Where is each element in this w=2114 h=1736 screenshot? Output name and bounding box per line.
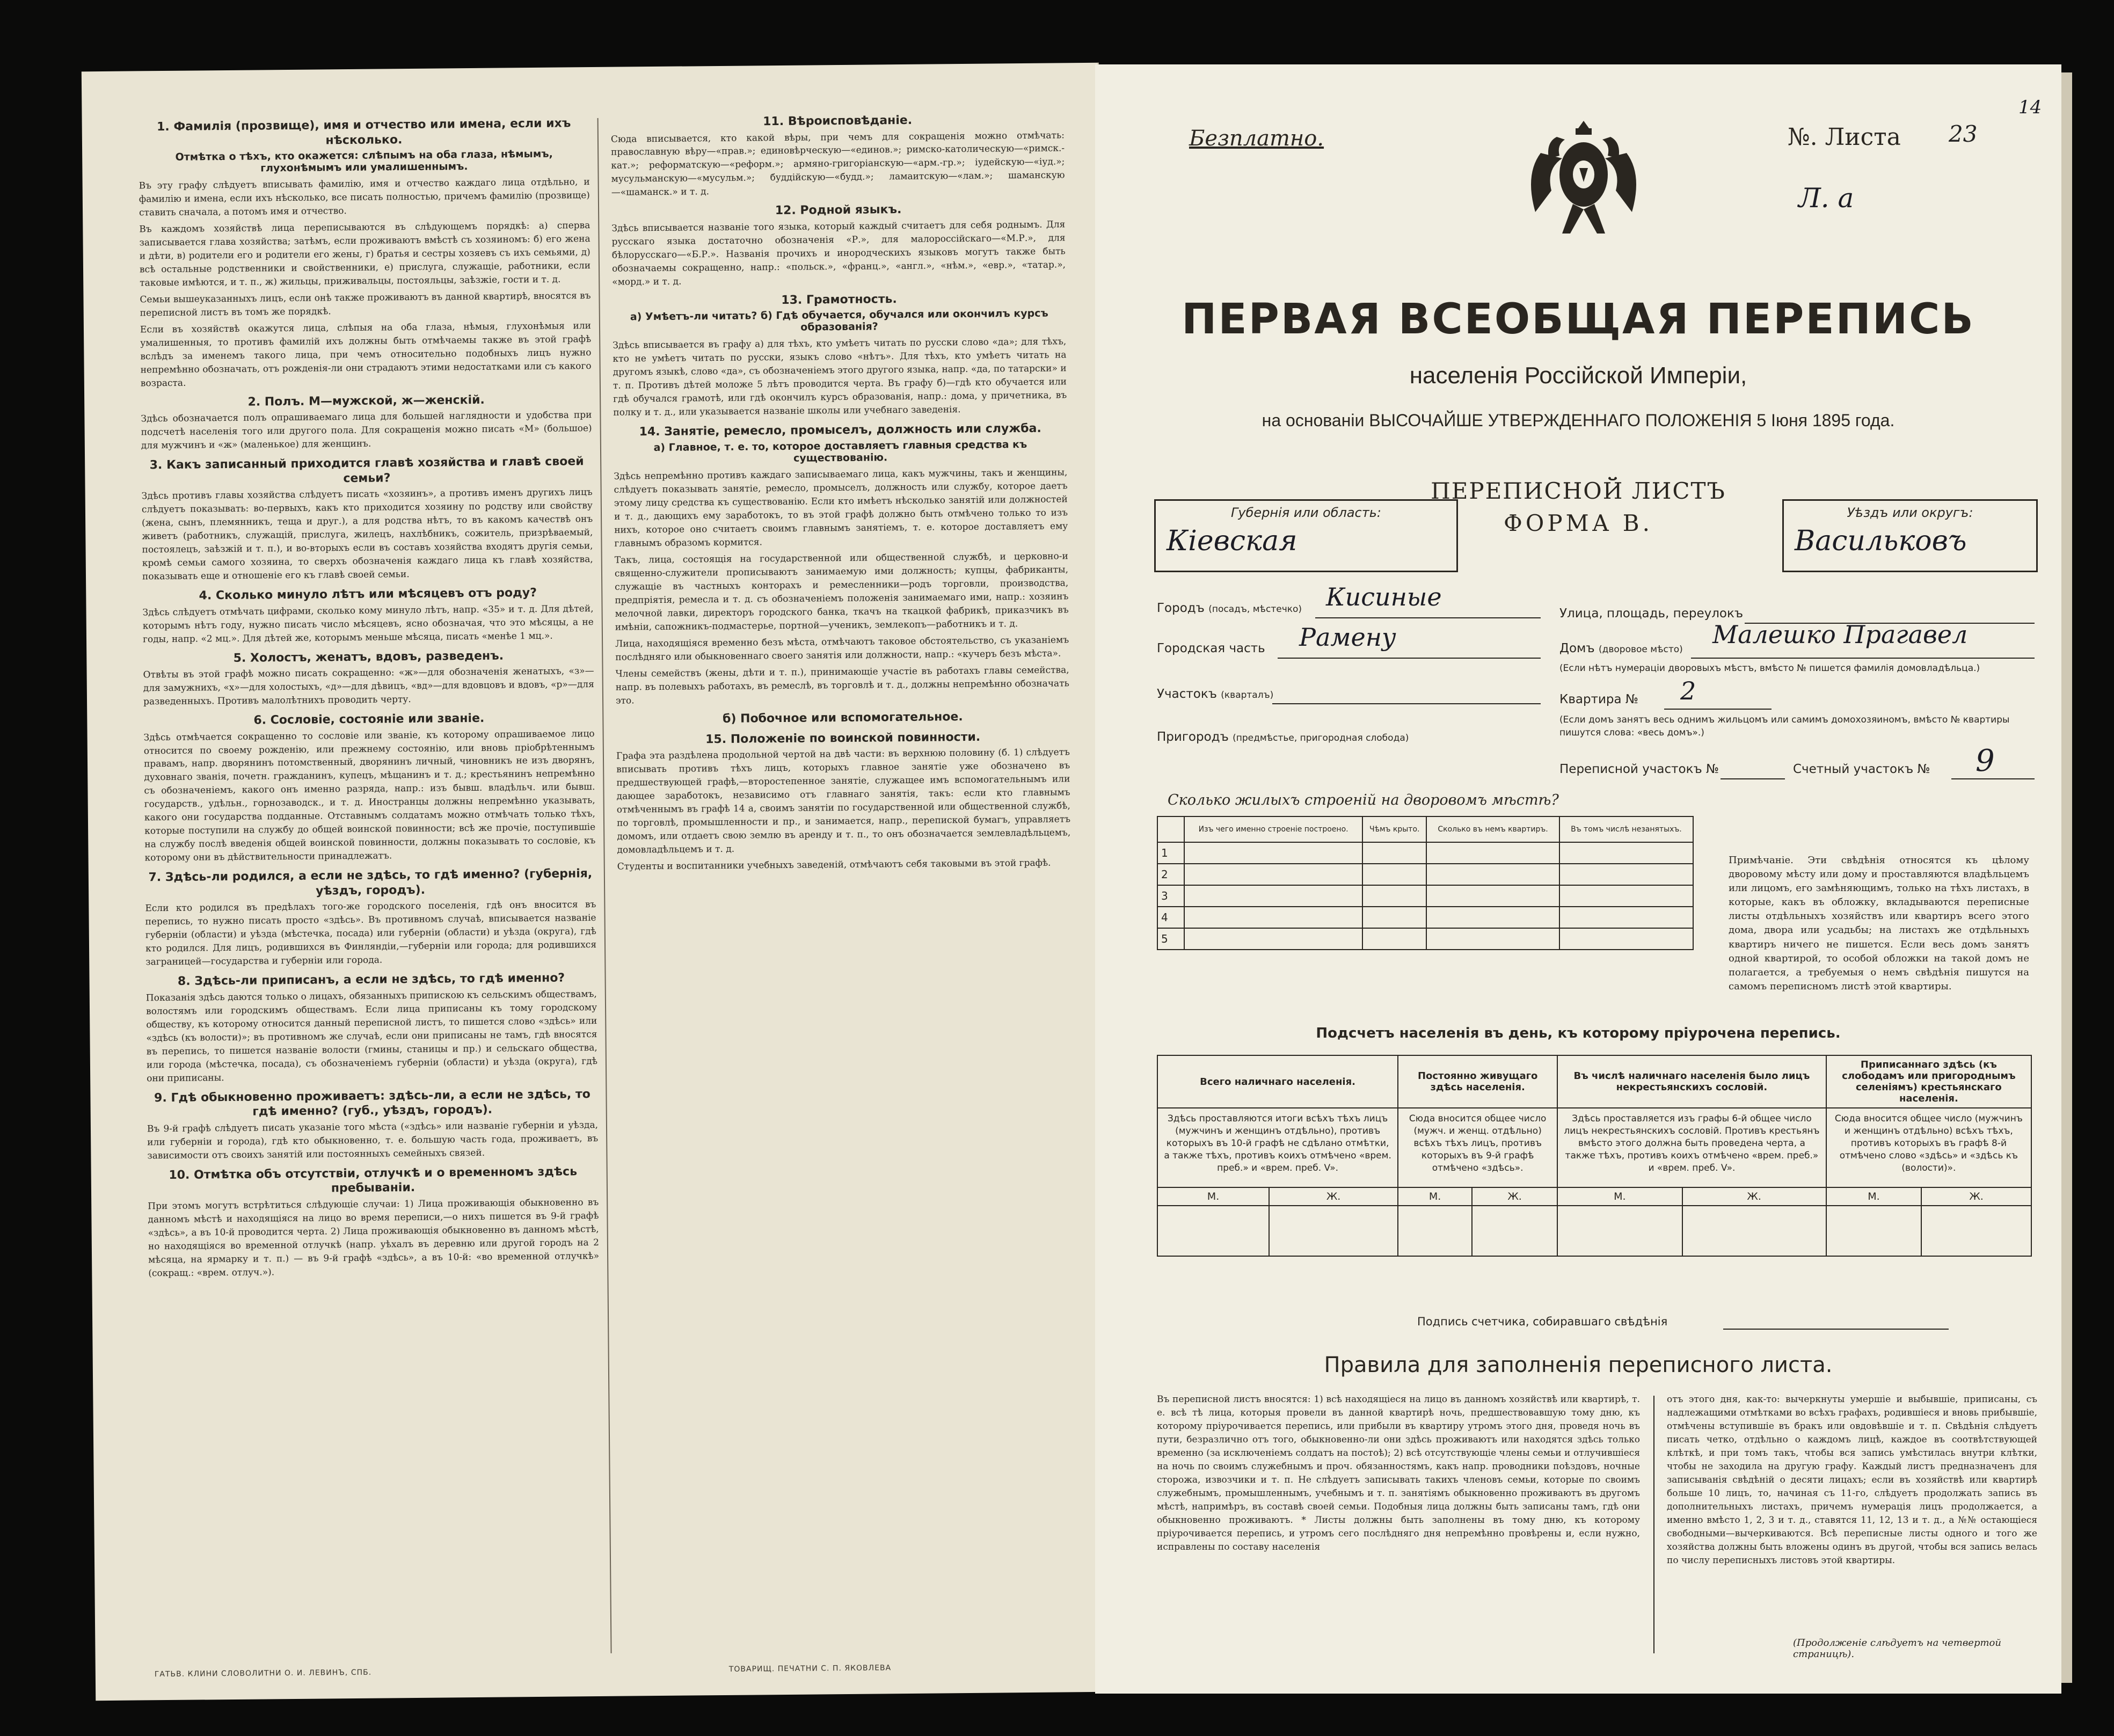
dwelling-row-number: 2 bbox=[1157, 864, 1184, 885]
dwelling-cell bbox=[1362, 842, 1426, 864]
dwelling-cell bbox=[1426, 928, 1559, 950]
male-column: М. bbox=[1557, 1187, 1682, 1206]
gubernia-label: Губернія или область: bbox=[1231, 505, 1381, 520]
dwelling-cell bbox=[1559, 907, 1693, 928]
uezd-label: Уѣздъ или округъ: bbox=[1847, 505, 1973, 520]
dwelling-cell bbox=[1362, 907, 1426, 928]
street-label: Улица, площадь, переулокъ bbox=[1559, 607, 1744, 621]
instruction-section bbox=[616, 729, 1071, 874]
dwelling-row bbox=[1157, 907, 1693, 928]
legal-basis: на основаніи ВЫСОЧАЙШЕ УТВЕРЖДЕННАГО ПОЛОЖЕНІЯ 5 Іюня 1895 года. bbox=[1262, 411, 1895, 430]
female-column: Ж. bbox=[1269, 1187, 1398, 1206]
section-note: а) Умѣетъ-ли читать? б) Гдѣ обучается, обучался или окончилъ курсъ образованія? bbox=[630, 307, 1048, 333]
census-uchastok-line bbox=[1721, 778, 1785, 779]
section-heading: 10. Отмѣтка объ отсутствіи, отлучкѣ и о временномъ здѣсь пребываніи. bbox=[169, 1164, 578, 1195]
sheet-number-label: №. Листа bbox=[1788, 123, 1901, 151]
row-number-header bbox=[1157, 816, 1184, 842]
section-paragraph: Если кто родился въ предѣлахъ того-же городского поселенія, гдѣ онъ вносится въ перепись, то нужно писать просто «здѣсь». Въ противномъ случаѣ, вписывается названіе губерніи (области) и уѣзда (мѣстечка, посада) или губерніи (области) и уѣзда (округа), гдѣ кто родился. Для лицъ, родившихся въ Финляндіи,—губерніи или города; для родившихся заграницей—государства и губерніи или города. bbox=[145, 899, 597, 968]
section-paragraph: Здѣсь вписывается названіе того языка, который каждый считаетъ для себя роднымъ. Для русскаго языка достаточно обозначенія «Р.», для малороссійскаго—«М.Р.», для бѣлорусскаго—«Б.Р.». Названія прочихъ и инородческихъ языковъ могутъ также быть обозначаемы сокращенно, напр.: «польск.», «франц.», «англ.», «нѣм.», «евр.», «татар.», «морд.» и т. д. bbox=[611, 219, 1066, 288]
section-paragraph: Здѣсь обозначается полъ опрашиваемаго лица для большей наглядности и удобства при подсчетѣ населенія того или другого пола. Для сокращенія можно писать «М» (большое) для мужчинъ и «ж» (маленькое) для женщинъ. bbox=[141, 410, 592, 451]
counter-uchastok-label: Счетный участокъ № bbox=[1793, 762, 1930, 776]
city-line bbox=[1315, 617, 1541, 618]
section-paragraph: При этомъ могутъ встрѣтиться слѣдующіе случаи: 1) Лица проживающія обыкновенно въ данномъ мѣстѣ и находящіяся на лицо во время переписи,—о нихъ пишется въ 9-й графѣ «здѣсь», а въ 10-й проводится черта. 2) Лица проживающія обыкновенно въ данномъ мѣстѣ, но находящіяся во временной отлучкѣ (напр. уѣхалъ въ деревню или другой городъ на 2 мѣсяца, на ярмарку и т. п.) — въ 9-й графѣ «здѣсь», а въ 10-й: «во временной отлучкѣ» (сокращ.: «врем. отлуч.»). bbox=[148, 1197, 600, 1279]
count-cell bbox=[1398, 1206, 1472, 1256]
section-paragraph: Здѣсь слѣдуетъ отмѣчать цифрами, сколько кому минуло лѣтъ, напр. «35» и т. д. Для дѣтей, которымъ нѣтъ году, нужно писать число мѣсяцевъ, ясно обозначая, что это мѣсяцы, а не годы, напр. «2 мц.». Для дѣтей же, которымъ меньше мѣсяца, писать «менѣе 1 мц.». bbox=[142, 603, 594, 645]
count-cell bbox=[1557, 1206, 1682, 1256]
count-description: Здѣсь проставляется изъ графы 6-й общее число лицъ некрестьянскихъ сословій. Противъ крестьянъ вмѣсто этого должна быть проведена черта, а также тѣхъ, противъ коихъ отмѣчено «врем. преб.» и «врем. преб. V». bbox=[1557, 1108, 1826, 1187]
count-description: Сюда вносится общее число (мужчинъ и женщинъ отдѣльно) всѣхъ тѣхъ, противъ которыхъ въ графѣ 8-й отмѣчено слово «здѣсь» и «здѣсь къ (волости)». bbox=[1826, 1108, 2031, 1187]
printer-imprint-left: ГАТЬВ. КЛИНИ СЛОВОЛИТНИ О. И. ЛЕВИНЪ, СПБ. bbox=[154, 1668, 372, 1679]
count-description: Сюда вносится общее число (мужч. и женщ. отдѣльно) всѣхъ тѣхъ лицъ, противъ которыхъ въ 9-й графѣ отмѣчено «здѣсь». bbox=[1398, 1108, 1557, 1187]
count-header: Приписаннаго здѣсь (къ слободамъ или пригороднымъ селеніямъ) крестьянскаго населенія. bbox=[1826, 1055, 2031, 1108]
section-paragraph: Графа эта раздѣлена продольной чертой на двѣ части: въ верхнюю половину (б. 1) слѣдуетъ вписывать противъ тѣхъ лицъ, которыхъ главное занятіе уже обозначено въ предшествующей графѣ,—второстепенное занятіе, служащее имъ вспомогательнымъ или дающее заработокъ, независимо отъ главнаго занятія, такъ: если кто главнымъ отмѣченнымъ въ графѣ 14 а, своимъ занятіи по государственной или общественной службѣ, по торговлѣ, промышленности и пр., и занимается, напр., перепиской бумагъ, управляетъ домомъ, или отдаетъ свою землю въ аренду и т. п., то онъ обозначается землевладѣльцемъ, домовладѣльцемъ и т. д. bbox=[616, 747, 1071, 856]
section-paragraph: Члены семействъ (жены, дѣти и т. п.), принимающіе участіе въ работахъ главы семейства, напр. въ полевыхъ работахъ, въ ремеслѣ, въ торговлѣ и т. д., должны непремѣнно обозначать это. bbox=[615, 664, 1069, 706]
city-part-line bbox=[1278, 658, 1541, 659]
section-paragraph: Отвѣты въ этой графѣ можно писать сокращенно: «ж»—для обозначенія женатыхъ, «з»—для замужнихъ, «х»—для холостыхъ, «д»—для дѣвицъ, «вд»—для вдовцовъ и вдовъ, «р»—для разведенныхъ. Противъ малолѣтнихъ проводить черту. bbox=[143, 666, 594, 707]
printer-imprint-right: ТОВАРИЩ. ПЕЧАТНИ С. П. ЯКОВЛЕВА bbox=[728, 1664, 892, 1674]
rules-text-left: Въ переписной листъ вносятся: 1) всѣ находящіеся на лицо въ данномъ хозяйствѣ или квартирѣ, т. е. всѣ тѣ лица, которыя провели въ данной квартирѣ ночь, предшествовавшую тому дню, къ которому пріурочивается перепись, или прибыли въ квартиру утромъ этого дня, проведя ночь въ пути, безразлично отъ того, обыкновенно-ли они здѣсь проживаютъ или находятся здѣсь только временно (за исключеніемъ солдатъ на постоѣ); 2) всѣ отсутствующіе члены семьи и отлучившіеся на ночь по своимъ служебнымъ и проч. обязанностямъ, какъ напр. проводники поѣздовъ, ночные сторожа, извозчики и т. п. Не слѣдуетъ записывать такихъ членовъ семьи, которые по своимъ служебнымъ, промышленнымъ, учебнымъ и т. п. занятіямъ обыкновенно проживаютъ въ другомъ мѣстѣ, напримѣръ, въ составѣ своей семьи. Подобныя лица должны быть записаны тамъ, гдѣ они обыкновенно проживаютъ. * Листы должны быть заполнены въ тому дню, къ которому пріурочивается перепись, и утромъ сего послѣдняго дня непремѣнно провѣрены и, если нужно, исправлены по составу населенія bbox=[1157, 1394, 1640, 1552]
house-field: Домъ (дворовое мѣсто) bbox=[1559, 641, 1683, 655]
sheet-number-value: 23 bbox=[1949, 121, 1978, 147]
dwelling-cell bbox=[1184, 928, 1362, 950]
instruction-section bbox=[148, 1164, 600, 1280]
count-cell bbox=[1826, 1206, 1921, 1256]
rules-divider bbox=[1653, 1396, 1654, 1653]
instructions-column-right bbox=[610, 108, 1077, 1653]
section-paragraph: Студенты и воспитанники учебныхъ заведеній, отмѣчаютъ себя таковыми въ этой графѣ. bbox=[617, 857, 1051, 873]
count-cell bbox=[1472, 1206, 1557, 1256]
dwelling-cell bbox=[1559, 885, 1693, 907]
section-paragraph: Въ эту графу слѣдуетъ вписывать фамилію, имя и отчество каждаго лица отдѣльно, и фамилію и имена, если ихъ нѣсколько, все писать полностью, причемъ фамилію (прозвище) ставить сначала, а потомъ имя и отчество. bbox=[138, 177, 590, 218]
prigorod-field: Пригородъ (предмѣстье, пригородная слобода) bbox=[1157, 730, 1409, 744]
instruction-section bbox=[145, 971, 597, 1085]
section-paragraph: Здѣсь непремѣнно противъ каждаго записываемаго лица, какъ мужчины, такъ и женщины, слѣдуетъ показывать занятіе, ремесло, промыселъ, должность или службу, которое даетъ этому лицу средства къ существованію. Если кто имѣетъ нѣсколько занятій или должностей и т. д., дающихъ ему заработокъ, то въ этой графѣ должно быть отмѣчено только то изъ нихъ, которое оно считаетъ своимъ главнымъ занятіемъ, т. е. которое доставляетъ ему главнымъ образомъ кормится. bbox=[614, 467, 1068, 549]
instructions-column-left bbox=[138, 113, 603, 1657]
section-heading: 6. Сословіе, состояніе или званіе. bbox=[253, 711, 485, 727]
gubernia-box bbox=[1154, 499, 1458, 572]
dwelling-cell bbox=[1184, 885, 1362, 907]
free-of-charge-label: Безплатно. bbox=[1189, 126, 1324, 151]
left-page bbox=[82, 63, 1113, 1701]
census-list-title: ПЕРЕПИСНОЙ ЛИСТЪ bbox=[1431, 478, 1726, 504]
house-value: Малешко Прагавел bbox=[1712, 620, 1968, 649]
counter-uchastok-line bbox=[1951, 778, 2035, 779]
instruction-section bbox=[142, 585, 594, 646]
census-form-page bbox=[1095, 64, 2061, 1694]
dwellings-table bbox=[1157, 816, 1694, 950]
population-count-table bbox=[1157, 1055, 2032, 1257]
apartment-label: Квартира № bbox=[1559, 692, 1638, 706]
instruction-section bbox=[138, 116, 592, 390]
section-heading: 12. Родной языкъ. bbox=[775, 203, 902, 218]
dwelling-cell bbox=[1184, 842, 1362, 864]
dwellings-remark: Примѣчаніе. Эти свѣдѣнія относятся къ цѣлому дворовому мѣсту или дому и проставляются владѣльцемъ или лицомъ, его замѣняющимъ, только на тѣхъ листахъ, в которые, какъ въ обложку, вкладываются переписные листы отдѣльныхъ хозяйствъ или квартиръ всего этого дома, двора или усадьбы; на листахъ же отдѣльныхъ квартиръ ничего не пишется. Если весь домъ занятъ одной квартирой, то особой обложки на такой домъ не полагается, а требуемыя о немъ свѣдѣнія пишутся на самомъ переписномъ листѣ этой квартиры. bbox=[1729, 855, 2029, 992]
city-field: Городъ (посадъ, мѣстечко) bbox=[1157, 601, 1302, 615]
instruction-section bbox=[143, 710, 595, 865]
section-heading: 7. Здѣсь-ли родился, а если не здѣсь, то гдѣ именно? (губернія, уѣздъ, городъ). bbox=[148, 867, 593, 898]
handwritten-mark: Л. а bbox=[1798, 183, 1854, 214]
section-heading: 14. Занятіе, ремесло, промыселъ, должность или служба. bbox=[639, 421, 1041, 439]
section-heading: 8. Здѣсь-ли приписанъ, а если не здѣсь, то гдѣ именно? bbox=[177, 971, 565, 989]
section-paragraph: Показанія здѣсь даются только о лицахъ, обязанныхъ припискою къ сельскимъ обществамъ, волостямъ или городскимъ обществамъ. Если лица приписаны къ тому городскому обществу, къ которому относится данный переписной листъ, то пишется слово «здѣсь» или «здѣсь (къ волости)»; въ противномъ же случаѣ, если они приписаны не тамъ, гдѣ вносятся въ перепись, то пишется названіе волости (гмины, станицы и пр.) и сельскаго общества, или города (мѣстечка, посада), съ обозначеніемъ губерніи (области) и уѣзда (округа), гдѣ они приписаны. bbox=[145, 988, 598, 1084]
instruction-section bbox=[141, 454, 593, 583]
section-paragraph: Такъ, лица, состоящія на государственной или общественной службѣ, и церковно-и священно-служители прописываютъ занимаемую ими должность; купцы, фабриканты, служащіе въ частныхъ конторахъ и ремесленники—родъ торговли, производства, предпріятія, ремесла и т. д. съ обозначеніемъ положенія занимаемаго ими, напр.: хозяинъ мелочной лавки, директоръ городского банка, ткачъ на ткацкой фабрикѣ, приказчикъ въ имѣніи, сапожникъ-подмастерье, портной—ученикъ, землекопъ—работникъ и т. д. bbox=[614, 550, 1069, 633]
count-header: Постоянно живущаго здѣсь населенія. bbox=[1398, 1055, 1557, 1108]
count-header: Всего наличнаго населенія. bbox=[1157, 1055, 1398, 1108]
count-cell bbox=[1269, 1206, 1398, 1256]
male-column: М. bbox=[1157, 1187, 1269, 1206]
female-column: Ж. bbox=[1682, 1187, 1826, 1206]
instruction-section bbox=[616, 709, 1069, 728]
uezd-value: Васильковъ bbox=[1795, 525, 1967, 557]
section-paragraph: Сюда вписывается, кто какой вѣры, при чемъ для сокращенія можно отмѣчать: православную вѣру—«прав.»; единовѣрческую—«единов.»; римско-католическую—«римск.-кат.»; реформатскую—«реформ.»; армяно-григоріанскую—«арм.-гр.»; іудейскую—«іуд.»; мусульманскую—«мусульм.»; буддійскую—«будд.»; ламаитскую—«лам.»; шаманскую—«шаманск.» и т. д. bbox=[610, 129, 1065, 199]
dwelling-row bbox=[1157, 928, 1693, 950]
count-cell bbox=[1157, 1206, 1269, 1256]
instruction-section bbox=[141, 392, 592, 453]
uchastok-field: Участокъ (кварталъ) bbox=[1157, 687, 1274, 701]
female-column: Ж. bbox=[1921, 1187, 2031, 1206]
dwelling-cell bbox=[1426, 864, 1559, 885]
dwellings-question: Сколько жилыхъ строеній на дворовомъ мѣстѣ? bbox=[1168, 792, 1559, 808]
dwelling-cell bbox=[1184, 907, 1362, 928]
dwell-header: Въ томъ числѣ незанятыхъ. bbox=[1559, 816, 1693, 842]
section-heading: б) Побочное или вспомогательное. bbox=[722, 710, 963, 726]
section-heading: 13. Грамотность. bbox=[781, 292, 897, 307]
section-note: а) Главное, т. е. то, которое доставляетъ главныя средства къ существованію. bbox=[653, 438, 1027, 464]
double-headed-eagle-emblem bbox=[1519, 115, 1648, 239]
house-note: (Если нѣтъ нумераціи дворовыхъ мѣстъ, вмѣсто № пишется фамилія домовладѣльца.) bbox=[1559, 663, 1980, 674]
section-heading: 5. Холостъ, женатъ, вдовъ, разведенъ. bbox=[233, 649, 504, 665]
gubernia-value: Кіевская bbox=[1167, 525, 1297, 557]
section-paragraph: Въ 9-й графѣ слѣдуетъ писать указаніе того мѣста («здѣсь» или названіе губерніи и уѣзда, или губерніи и города), гдѣ кто обыкновенно, т. е. большую часть года, проживаетъ, въ зависимости отъ своихъ занятій или постоянныхъ семейныхъ связей. bbox=[147, 1119, 599, 1161]
dwelling-cell bbox=[1426, 885, 1559, 907]
form-variant: ФОРМА В. bbox=[1504, 510, 1653, 536]
section-paragraph: Семьи вышеуказанныхъ лицъ, если онѣ также проживаютъ въ данной квартирѣ, вносятся въ переписной листъ въ томъ же порядкѣ. bbox=[140, 290, 591, 319]
section-paragraph: Въ каждомъ хозяйствѣ лица переписываются въ слѣдующемъ порядкѣ: а) сперва записывается глава хозяйства; затѣмъ, если проживаютъ вмѣстѣ съ хозяиномъ: б) его жена и дѣти, в) родители его и родители его жены, г) братья и сестры хозяевъ съ ихъ семьями, д) всѣ остальные родственники и свойственники, е) прислуга, служащіе, работники, если таковые имѣются, и т. п., ж) жильцы, приживальцы, постояльцы, заѣзжіе, гости и т. д. bbox=[139, 220, 591, 289]
form-title: ПЕРВАЯ ВСЕОБЩАЯ ПЕРЕПИСЬ bbox=[1182, 295, 1975, 344]
dwelling-cell bbox=[1559, 928, 1693, 950]
count-description: Здѣсь проставляются итоги всѣхъ тѣхъ лицъ (мужчинъ и женщинъ отдѣльно), противъ которыхъ въ 10-й графѣ не сдѣлано отмѣтки, а также тѣхъ, противъ коихъ отмѣчено «врем. преб.» и «врем. преб. V». bbox=[1157, 1108, 1398, 1187]
instruction-section bbox=[147, 1087, 598, 1163]
house-line bbox=[1691, 658, 2035, 659]
instruction-section bbox=[145, 866, 597, 969]
census-uchastok-label: Переписной участокъ № bbox=[1559, 762, 1719, 776]
section-paragraph: Здѣсь противъ главы хозяйства слѣдуетъ писать «хозяинъ», а противъ именъ другихъ лицъ слѣдуетъ показывать: во-первыхъ, какъ кто приходится хозяину по родству или свойству (жена, сынъ, племянникъ, теща и друг.), а для родства нѣтъ, то въ какомъ качествѣ онъ живетъ (работникъ, служащій, прислуга, жилецъ, нахлѣбникъ, сожитель, призрѣваемый, постоялецъ, заѣзжій и т. п.), и во-вторыхъ если въ составъ хозяйства входятъ другія семьи, кромѣ семьи самого хозяина, то сверхъ обозначенія каждаго лица къ главѣ хозяйства, показывать еще и отношеніе его къ главѣ своей семьи. bbox=[141, 487, 593, 582]
dwelling-cell bbox=[1362, 864, 1426, 885]
count-cell bbox=[1682, 1206, 1826, 1256]
section-heading: 4. Сколько минуло лѣтъ или мѣсяцевъ отъ роду? bbox=[199, 586, 537, 603]
female-column: Ж. bbox=[1472, 1187, 1557, 1206]
dwelling-row-number: 5 bbox=[1157, 928, 1184, 950]
continuation-note: (Продолженіе слѣдуетъ на четвертой страницѣ). bbox=[1793, 1637, 2001, 1660]
uezd-box bbox=[1782, 499, 2038, 572]
rules-title: Правила для заполненія переписного листа. bbox=[1324, 1353, 1833, 1377]
section-paragraph: Здѣсь отмѣчается сокращенно то сословіе или званіе, къ которому опрашиваемое лицо относится по своему рожденію, или прежнему состоянію, или вновь пріобрѣтеннымъ правамъ, напр. дворянинъ потомственный, дворянинъ личный, чиновникъ не изъ дворянъ, духовнаго званія, почетн. гражданинъ, купецъ, мѣщанинъ и т. д.; крестьянинъ непремѣнно съ обозначеніемъ, какого онъ именно разряда, напр.: изъ бывш. владѣльч. или бывш. государств., удѣльн., горнозаводск., и т. д. Иностранцы должны непремѣнно указывать, какого они государства подданные. Отставнымъ солдатамъ можно отмѣчать только тѣхъ, которые поступили на службу до общей воинской повинности; всѣ же прочіе, поступившіе на службу послѣ введенія общей воинской повинности, должны показывать то сословіе, къ которому они въ дѣйствительности принадлежатъ. bbox=[143, 728, 596, 864]
city-part-label: Городская часть bbox=[1157, 641, 1265, 655]
section-heading: 11. Вѣроисповѣданіе. bbox=[763, 113, 913, 129]
section-heading: 9. Гдѣ обыкновенно проживаетъ: здѣсь-ли, а если не здѣсь, то гдѣ именно? (губ., уѣздъ, городъ). bbox=[154, 1087, 591, 1119]
instruction-section bbox=[611, 112, 1065, 200]
dwelling-row-number: 4 bbox=[1157, 907, 1184, 928]
dwelling-cell bbox=[1426, 842, 1559, 864]
dwelling-row-number: 1 bbox=[1157, 842, 1184, 864]
count-cell bbox=[1921, 1206, 2031, 1256]
count-header: Въ числѣ наличнаго населенія было лицъ некрестьянскихъ сословій. bbox=[1557, 1055, 1826, 1108]
instruction-section bbox=[143, 648, 594, 709]
counter-signature-line: Подпись счетчика, собиравшаго свѣдѣнія bbox=[1417, 1315, 1668, 1328]
city-value: Кисиные bbox=[1326, 582, 1442, 611]
apartment-line bbox=[1664, 709, 1772, 710]
instruction-section bbox=[611, 201, 1066, 289]
section-heading: 2. Полъ. М—мужской, ж—женскій. bbox=[247, 393, 485, 409]
dwelling-cell bbox=[1559, 864, 1693, 885]
dwelling-cell bbox=[1184, 864, 1362, 885]
dwelling-row bbox=[1157, 842, 1693, 864]
signature-underline bbox=[1723, 1329, 1949, 1330]
dwelling-cell bbox=[1426, 907, 1559, 928]
counter-uchastok-value: 9 bbox=[1976, 743, 1995, 778]
male-column: М. bbox=[1826, 1187, 1921, 1206]
section-note: Отмѣтка о тѣхъ, кто окажется: слѣпымъ на оба глаза, нѣмымъ, глухонѣмымъ или умалишеннымъ. bbox=[175, 148, 553, 174]
section-paragraph: Если въ хозяйствѣ окажутся лица, слѣпыя на оба глаза, нѣмыя, глухонѣмыя или умалишенныя, то противъ фамилій ихъ должны быть отмѣчаемы также въ этой графѣ вслѣдъ за именемъ такого лица, при чемъ относительно подобныхъ лицъ нужно непремѣнно обозначать, отъ рожденія-ли они страдаютъ этими недостатками или съ какого возраста. bbox=[140, 320, 592, 389]
section-paragraph: Здѣсь вписывается въ графу а) для тѣхъ, кто умѣетъ читать по русски слово «да»; для тѣхъ, кто не умѣетъ читать по русски, языкъ слово «нѣтъ». Для тѣхъ, кто умѣетъ читать на другомъ языкѣ, слово «да», съ обозначеніемъ этого другого языка, напр. «да, по татарски» и т. п. Противъ дѣтей моложе 5 лѣтъ проводится черта. Въ графу б)—гдѣ кто обучается или гдѣ обучался грамотѣ, или гдѣ окончилъ курсъ образованія, напр.: дома, у причетника, въ полку и т. д., или указывается названіе школы или учебнаго заведенія. bbox=[613, 336, 1067, 418]
dwelling-row bbox=[1157, 864, 1693, 885]
apartment-value: 2 bbox=[1680, 676, 1696, 705]
rules-text-right: отъ этого дня, как-то: вычеркнуты умершіе и выбывшіе, приписаны, съ надлежащими отмѣтками во всѣхъ графахъ, родившіеся и вновь прибывшіе, отмѣчены вступившіе въ бракъ или овдовѣвшіе и т. п. Свѣдѣнія слѣдуетъ писать четко, отдѣльно о каждомъ лицѣ, каждое въ соотвѣтствующей клѣткѣ, и при томъ такъ, чтобы вся запись умѣстилась внутри клѣтки, чтобы не заходила на другую графу. Каждый листъ предназначенъ для записыванія свѣдѣній о десяти лицахъ; если въ хозяйствѣ или квартирѣ больше 10 лицъ, то, начиная съ 11-го, слѣдуетъ продолжать запись въ дополнительныхъ листахъ, причемъ нумерація лицъ продолжается, а именно вмѣсто 1, 2, 3 и т. д., ставятся 11, 12, 13 и т. д., а №№ остающіеся свободными—вычеркиваются. Всѣ переписные листы одного и того же хозяйства должны быть вложены одинъ въ другой, чтобы вся запись велась по числу переписныхъ листовъ этой квартиры. bbox=[1667, 1394, 2037, 1566]
dwelling-cell bbox=[1559, 842, 1693, 864]
dwelling-cell bbox=[1362, 928, 1426, 950]
dwelling-row-number: 3 bbox=[1157, 885, 1184, 907]
dwell-header: Изъ чего именно строеніе построено. bbox=[1184, 816, 1362, 842]
form-subtitle: населенія Россійской Имперіи, bbox=[1409, 362, 1747, 389]
apartment-note: (Если домъ занятъ весь однимъ жильцомъ или самимъ домохозяиномъ, вмѣсто № квартиры пишутся слова: «весь домъ».) bbox=[1559, 714, 2010, 738]
section-paragraph: Лица, находящіяся временно безъ мѣста, отмѣчаютъ таковое обстоятельство, съ указаніемъ послѣдняго или обыкновеннаго своего занятія или должности, напр.: «кучеръ безъ мѣста». bbox=[615, 634, 1069, 663]
dwelling-row bbox=[1157, 885, 1693, 907]
handwritten-page-number: 14 bbox=[2018, 97, 2042, 118]
population-count-heading: Подсчетъ населенія въ день, къ которому пріурочена перепись. bbox=[1316, 1025, 1841, 1041]
section-heading: 3. Какъ записанный приходится главѣ хозяйства и главѣ своей семьи? bbox=[149, 455, 584, 485]
instruction-section bbox=[612, 290, 1067, 420]
dwell-header: Сколько въ немъ квартиръ. bbox=[1426, 816, 1559, 842]
male-column: М. bbox=[1398, 1187, 1472, 1206]
uchastok-line bbox=[1272, 703, 1541, 704]
instruction-section bbox=[614, 421, 1070, 708]
city-part-value: Рамену bbox=[1299, 623, 1396, 652]
dwelling-cell bbox=[1362, 885, 1426, 907]
dwell-header: Чѣмъ крыто. bbox=[1362, 816, 1426, 842]
section-heading: 15. Положеніе по воинской повинности. bbox=[705, 730, 981, 747]
section-heading: 1. Фамилія (прозвище), имя и отчество или имена, если ихъ нѣсколько. bbox=[156, 116, 571, 147]
